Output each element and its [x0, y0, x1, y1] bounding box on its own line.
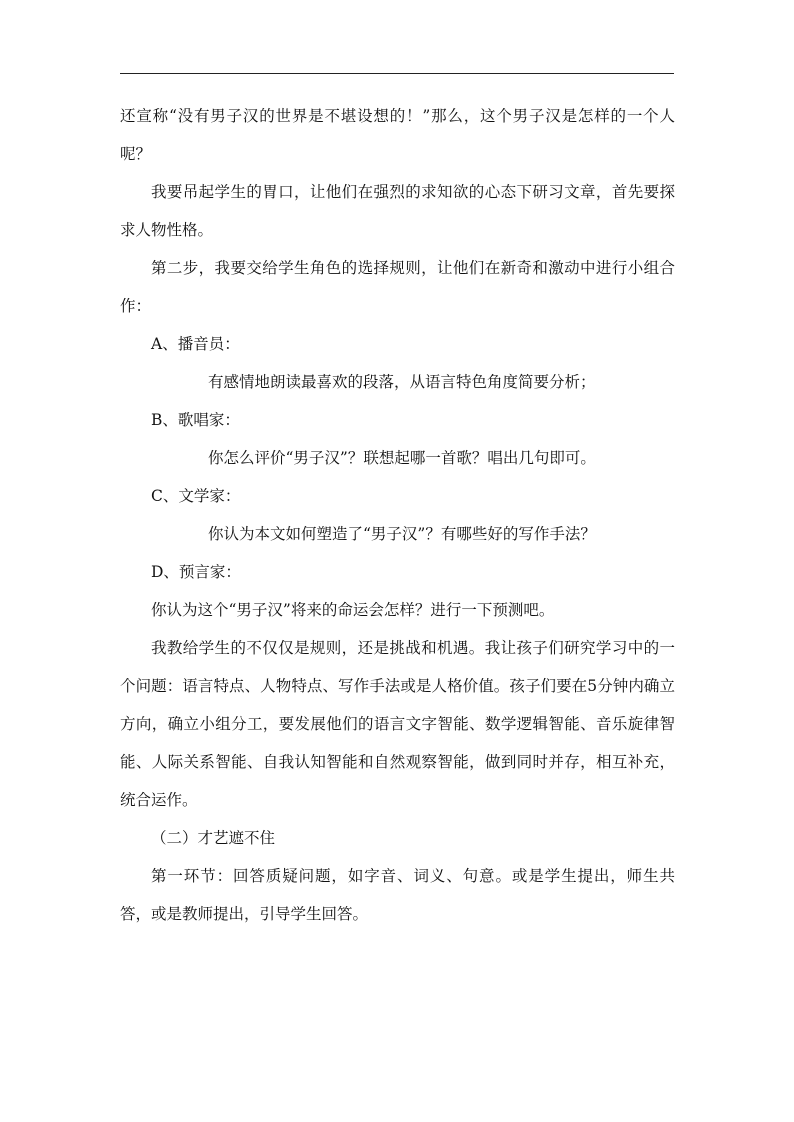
role-heading-writer: C、文学家： — [151, 487, 241, 505]
role-task-prophet: 你认为这个“男子汉”将来的命运会怎样？进行一下预测吧。 — [151, 601, 555, 619]
paragraph-continuation: 还宣称“没有男子汉的世界是不堪设想的！”那么，这个男子汉是怎样的一个人呢？ — [120, 107, 675, 163]
document-body — [120, 97, 675, 933]
paragraph-rules-challenge: 我教给学生的不仅仅是规则，还是挑战和机遇。我让孩子们研究学习中的一个问题：语言特点、人物特点、写作手法或是人格价值。孩子们要在5分钟内确立方向，确立小组分工，要发展他们的语言文字智能、数学逻辑智能、音乐旋律智能、人际关系智能、自我认知智能和自然观察智能，做到同时并存，相互补充，统合运作。 — [120, 639, 675, 809]
paragraph-step-two: 第二步，我要交给学生角色的选择规则，让他们在新奇和激动中进行小组合作： — [120, 259, 675, 315]
role-heading-singer: B、歌唱家： — [151, 411, 240, 429]
paragraph-intro-strategy: 我要吊起学生的胃口，让他们在强烈的求知欲的心态下研习文章，首先要探求人物性格。 — [120, 183, 675, 239]
section-heading-talent: （二）才艺遮不住 — [151, 829, 276, 847]
role-task-announcer: 有感情地朗读最喜欢的段落，从语言特色角度简要分析； — [208, 373, 596, 391]
role-task-writer: 你认为本文如何塑造了“男子汉”？有哪些好的写作手法？ — [208, 525, 596, 543]
role-heading-prophet: D、预言家： — [151, 563, 241, 581]
paragraph-first-stage: 第一环节：回答质疑问题，如字音、词义、句意。或是学生提出，师生共答，或是教师提出，引导学生回答。 — [120, 867, 675, 923]
role-heading-announcer: A、播音员： — [151, 335, 240, 353]
header-rule — [120, 73, 674, 74]
role-task-singer: 你怎么评价“男子汉”？联想起哪一首歌？唱出几句即可。 — [208, 449, 596, 467]
